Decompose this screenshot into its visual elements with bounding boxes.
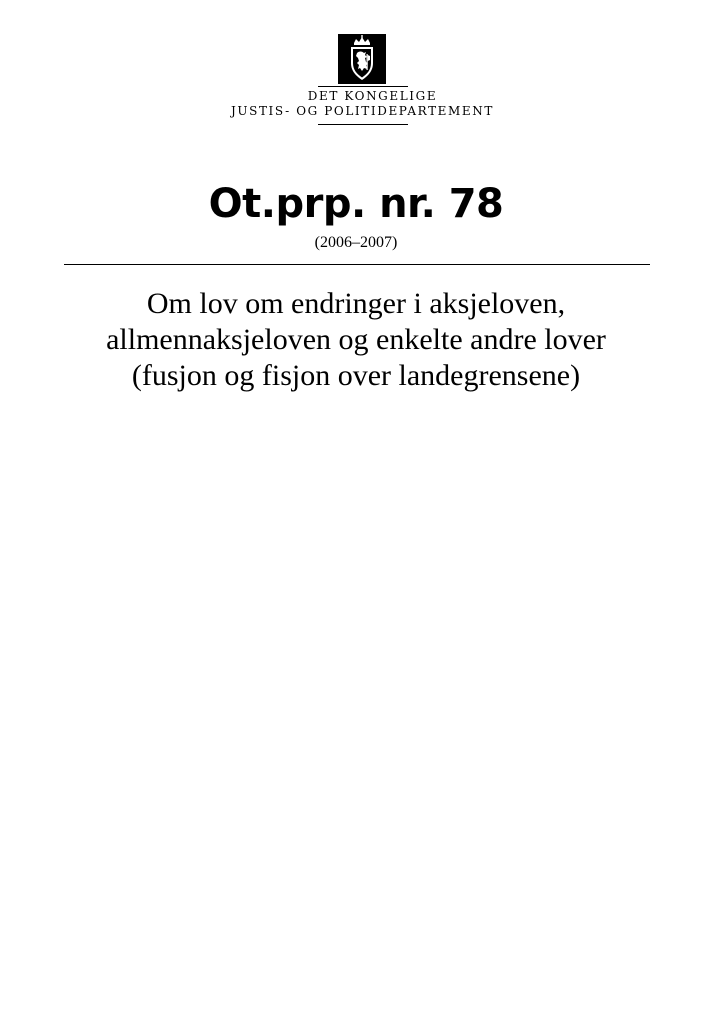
department-line-1 — [0, 89, 725, 103]
document-title: Ot.prp. nr. 78 — [208, 181, 504, 227]
header-rule-bottom — [318, 124, 408, 125]
subtitle-line: allmennaksjeloven og enkelte andre lover — [106, 323, 606, 356]
norwegian-coat-of-arms-icon — [338, 34, 386, 84]
header-rule-top — [318, 86, 408, 87]
department-line-1-text: DET KONGELIGE — [307, 89, 438, 103]
subtitle-line: Om lov om endringer i aksjeloven, — [146, 287, 566, 320]
subtitle-line: (fusjon og fisjon over landegrensene) — [131, 359, 581, 392]
session-period: (2006–2007) — [314, 234, 398, 251]
document-subtitle — [40, 286, 672, 394]
title-divider — [64, 264, 650, 265]
lion-shield-icon — [338, 34, 386, 84]
department-line-2: JUSTIS- OG POLITIDEPARTEMENT — [231, 104, 494, 118]
